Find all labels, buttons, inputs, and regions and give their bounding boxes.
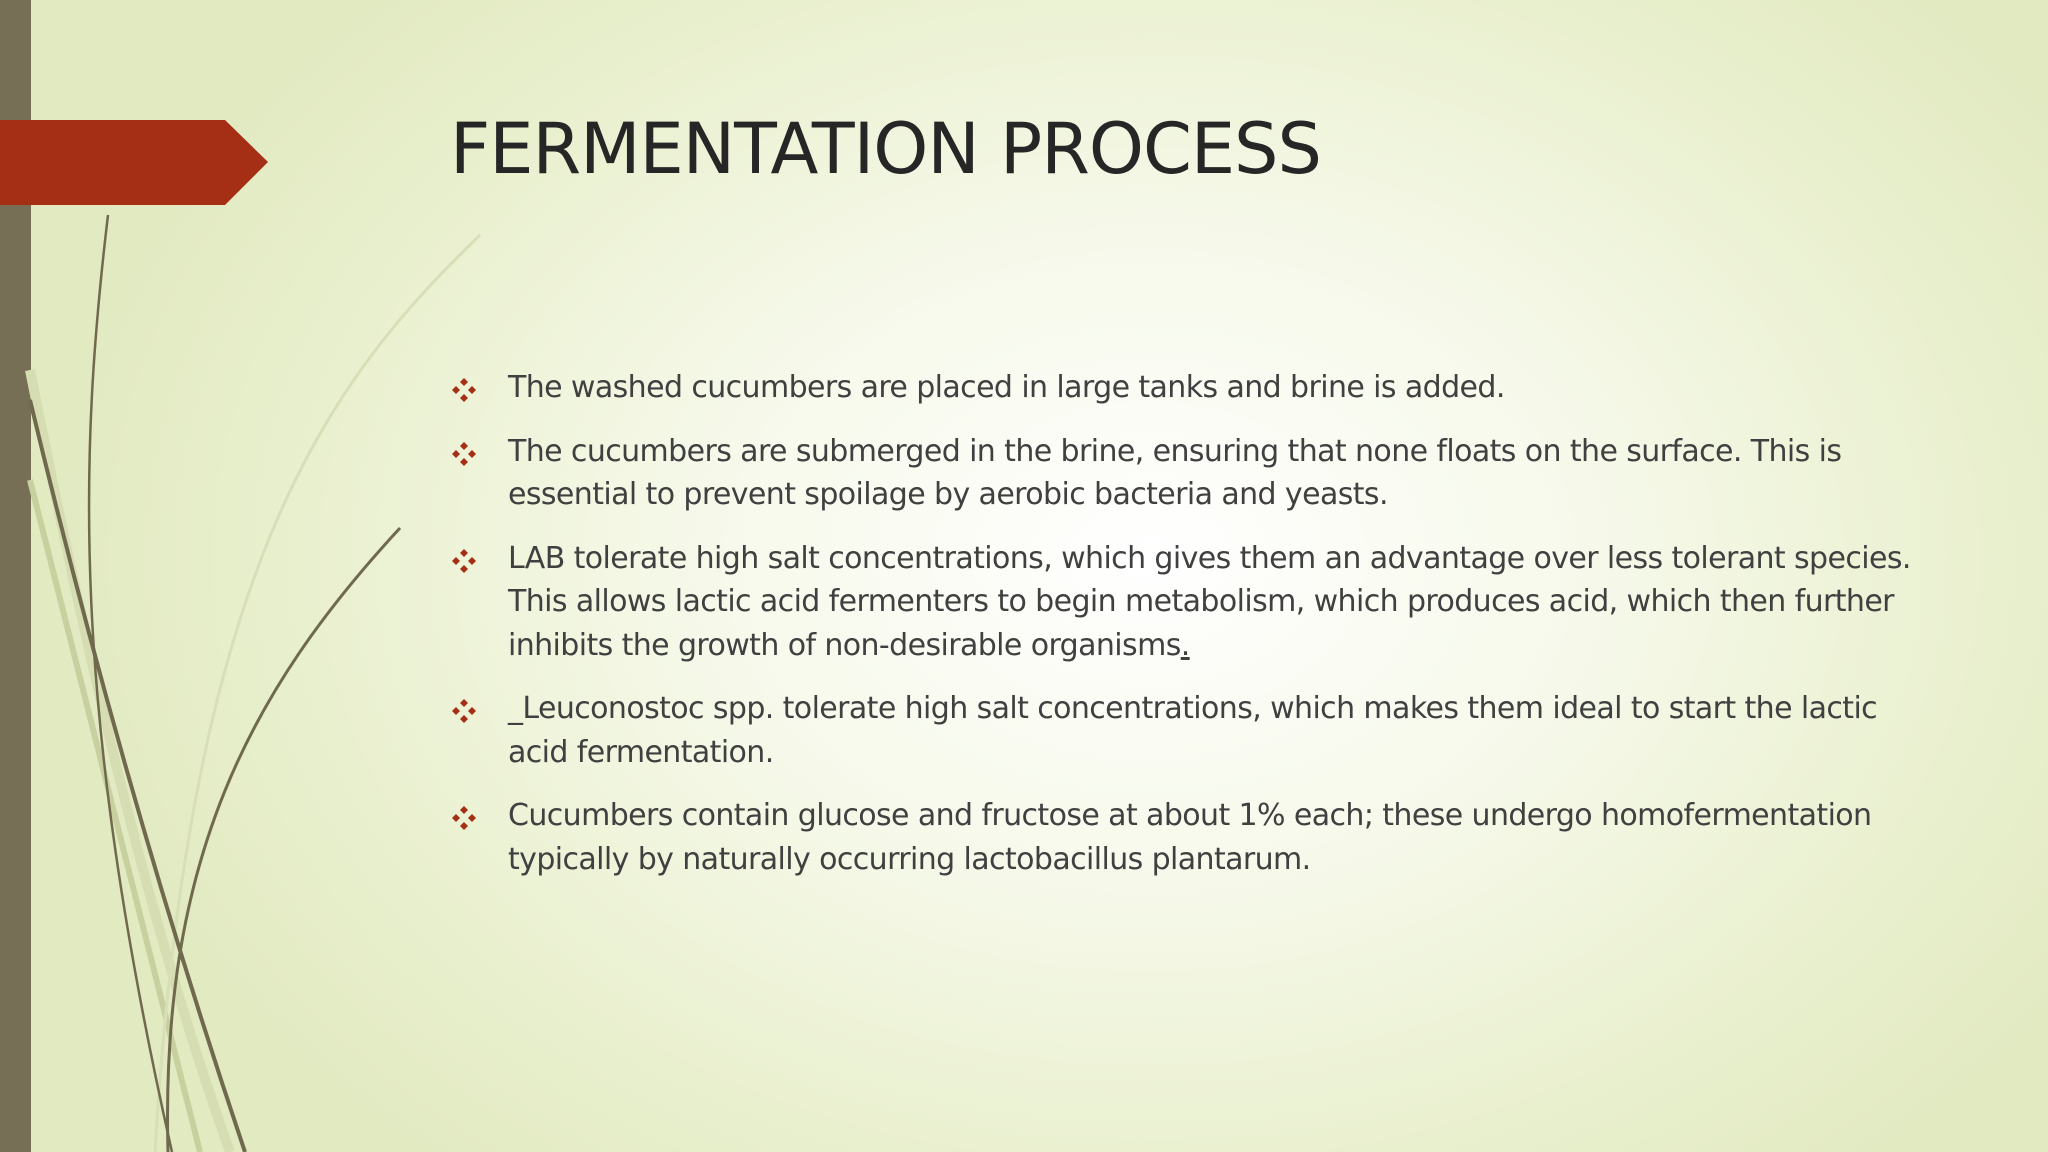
four-diamond-bullet-icon <box>450 376 478 404</box>
four-diamond-bullet-icon <box>450 697 478 725</box>
bullet-list <box>450 366 1930 901</box>
bullet-text-main: Leuconostoc spp. tolerate high salt concentrations, which makes them ideal to start the lactic acid fermentation. <box>508 691 1878 770</box>
bullet-text-prefix: _ <box>508 691 523 726</box>
bullet-text: The cucumbers are submerged in the brine, ensuring that none floats on the surface. This is essential to prevent spoilage by aerobic bacteria and yeasts. <box>508 433 1842 512</box>
list-item <box>450 537 1930 668</box>
slide-title: FERMENTATION PROCESS <box>450 108 1321 190</box>
bullet-text-main: LAB tolerate high salt concentrations, which gives them an advantage over less tolerant species. This allows lactic acid fermenters to begin metabolism, which produces acid, which then further inhibits the growth of non-desirable organisms <box>508 540 1911 663</box>
four-diamond-bullet-icon <box>450 547 478 575</box>
list-item <box>450 430 1930 517</box>
list-item <box>450 366 1930 410</box>
four-diamond-bullet-icon <box>450 804 478 832</box>
bullet-text-suffix: . <box>1180 627 1190 663</box>
bullet-text: Cucumbers contain glucose and fructose at about 1% each; these undergo homofermentation typically by naturally occurring lactobacillus plantarum. <box>508 798 1872 877</box>
bullet-text <box>508 537 1930 668</box>
bullet-text: The washed cucumbers are placed in large tanks and brine is added. <box>508 370 1505 405</box>
bullet-text <box>508 687 1930 774</box>
title-accent-arrow <box>0 120 268 205</box>
list-item <box>450 794 1930 881</box>
four-diamond-bullet-icon <box>450 440 478 468</box>
list-item <box>450 687 1930 774</box>
